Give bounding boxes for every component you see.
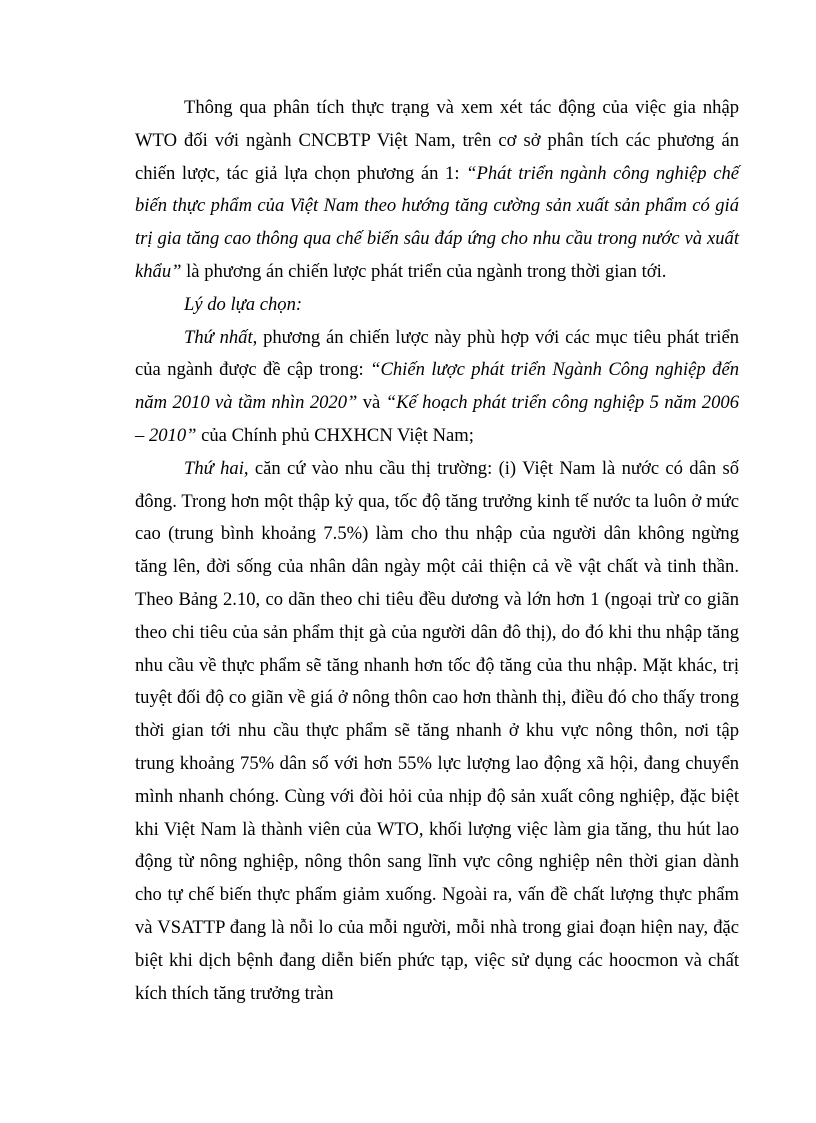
text-segment-italic: “Chiến lược phát triển Ngành Công nghiệp đến năm 2010 và tầm nhìn 2020”	[135, 359, 739, 414]
paragraph-reason-second	[135, 453, 739, 1011]
text-segment: là phương án chiến lược phát triển của ngành trong thời gian tới.	[181, 260, 667, 282]
text-segment-italic: Thứ hai	[184, 457, 244, 479]
text-segment: , căn cứ vào nhu cầu thị trường: (i) Việt Nam là nước có dân số đông. Trong hơn một thập kỷ qua, tốc độ tăng trưởng kinh tế nước ta luôn ở mức cao (trung bình khoảng 7.5%) làm cho thu nhập của người dân không ngừng tăng lên, đời sống của nhân dân ngày một cải thiện cả về vật chất và tinh thần. Theo Bảng 2.10, co dãn theo chi tiêu đều dương và lớn hơn 1 (ngoại trừ co giãn theo chi tiêu của sản phẩm thịt gà của người dân đô thị), do đó khi thu nhập tăng nhu cầu về thực phẩm sẽ tăng nhanh hơn tốc độ tăng của thu nhập. Mặt khác, trị tuyệt đối độ co giãn về giá ở nông thôn cao hơn thành thị, điều đó cho thấy trong thời gian tới nhu cầu thực phẩm sẽ tăng nhanh ở khu vực nông thôn, nơi tập trung khoảng 75% dân số với hơn 55% lực lượng lao động xã hội, đang chuyển mình nhanh chóng. Cùng với đòi hỏi của nhịp độ sản xuất công nghiệp, đặc biệt khi Việt Nam là thành viên của WTO, khối lượng việc làm gia tăng, thu hút lao động từ nông nghiệp, nông thôn sang lĩnh vực công nghiệp nên thời gian dành cho tự chế biến thực phẩm giảm xuống. Ngoài ra, vấn đề chất lượng thực phẩm và VSATTP đang là nỗi lo của mỗi người, mỗi nhà trong giai đoạn hiện nay, đặc biệt khi dịch bệnh đang diễn biến phức tạp, việc sử dụng các hoocmon và chất kích thích tăng trưởng tràn	[135, 457, 740, 1004]
text-segment: của Chính phủ CHXHCN Việt Nam;	[196, 424, 474, 446]
text-segment-italic: “Phát triển ngành công nghiệp chế biến thực phẩm của Việt Nam theo hướng tăng cường sản xuất sản phẩm có giá trị gia tăng cao thông qua chế biến sâu đáp ứng cho nhu cầu trong nước và xuất khẩu”	[135, 162, 739, 282]
text-segment: và	[357, 392, 386, 414]
document-page	[135, 92, 739, 1010]
text-segment: Thông qua phân tích thực trạng và xem xét tác động của việc gia nhập WTO đối với ngành CNCBTP Việt Nam, trên cơ sở phân tích các phương án chiến lược, tác giả lựa chọn phương án 1:	[135, 97, 739, 184]
paragraph-reason-first	[135, 322, 739, 453]
text-segment: , phương án chiến lược này phù hợp với các mục tiêu phát triển của ngành được đề cập trong:	[135, 326, 740, 381]
text-segment-italic: Thứ nhất	[184, 326, 253, 348]
text-segment-italic: “Kế hoạch phát triển công nghiệp 5 năm 2006 – 2010”	[135, 392, 739, 446]
text-segment-italic: Lý do lựa chọn:	[184, 293, 303, 315]
paragraph-reasons-heading	[135, 289, 739, 322]
paragraph-chosen-option	[135, 92, 739, 289]
